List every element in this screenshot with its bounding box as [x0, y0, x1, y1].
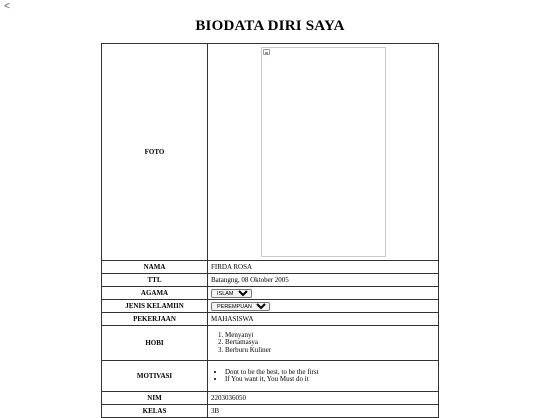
value-ttl: Batangng, 08 Oktober 2005 [208, 274, 439, 287]
agama-select[interactable] [211, 289, 252, 298]
row-nama [102, 261, 439, 274]
page-title: BIODATA DIRI SAYA [195, 18, 345, 34]
label-foto: FOTO [102, 44, 208, 261]
photo-cell [208, 44, 439, 261]
value-hobi [208, 326, 439, 361]
jenis-kelamin-select[interactable] [211, 302, 270, 311]
row-kelas [102, 405, 439, 418]
row-agama [102, 287, 439, 300]
hobi-list [211, 332, 435, 355]
label-jenis-kelamin: JENIS KELAMIIN [102, 300, 208, 313]
list-item: • Dont to be the best, to be the first [225, 369, 435, 377]
row-jenis-kelamin [102, 300, 439, 313]
value-kelas: 3B [208, 405, 439, 418]
row-nim [102, 392, 439, 405]
motivasi-list [211, 369, 435, 384]
list-item: 2. Bertamasya [225, 339, 435, 347]
label-kelas: KELAS [102, 405, 208, 418]
value-nama: FIRDA ROSA [208, 261, 439, 274]
broken-image-icon [263, 49, 270, 55]
row-motivasi [102, 361, 439, 392]
value-pekerjaan: MAHASISWA [208, 313, 439, 326]
label-motivasi: MOTIVASI [102, 361, 208, 392]
label-hobi: HOBI [102, 326, 208, 361]
back-link[interactable]: < [4, 1, 10, 12]
row-foto [102, 44, 439, 261]
value-motivasi [208, 361, 439, 392]
label-pekerjaan: PEKERJAAN [102, 313, 208, 326]
label-agama: AGAMA [102, 287, 208, 300]
row-pekerjaan [102, 313, 439, 326]
value-nim: 2203036050 [208, 392, 439, 405]
value-agama-cell [208, 287, 439, 300]
label-nama: NAMA [102, 261, 208, 274]
list-item: 1. Menyanyi [225, 332, 435, 340]
row-ttl [102, 274, 439, 287]
profile-photo [261, 47, 386, 257]
biodata-table [101, 43, 439, 418]
list-item: • If You want it, You Must do it [225, 376, 435, 384]
row-hobi [102, 326, 439, 361]
value-jenis-kelamin-cell [208, 300, 439, 313]
list-item: 3. Berburu Kuliner [225, 347, 435, 355]
label-ttl: TTL [102, 274, 208, 287]
label-nim: NIM [102, 392, 208, 405]
